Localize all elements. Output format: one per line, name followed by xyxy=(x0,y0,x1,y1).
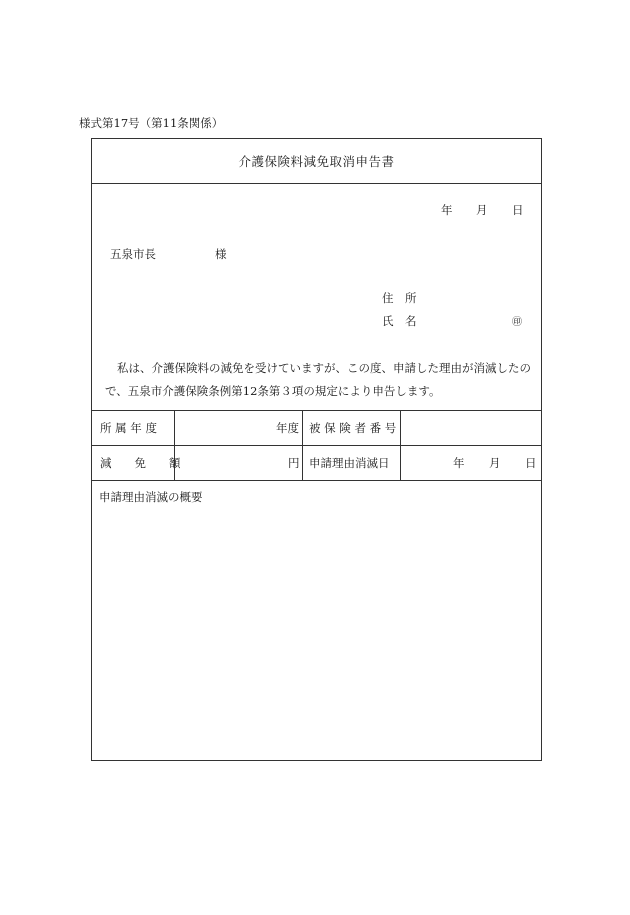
extinction-year-label: 年 xyxy=(453,456,465,470)
info-table xyxy=(92,410,541,480)
reduction-amount-label: 減 免 額 xyxy=(100,456,181,470)
extinction-day-label: 日 xyxy=(525,456,537,470)
statement-text xyxy=(105,357,535,403)
name-label: 氏 名 xyxy=(382,314,417,328)
table-col-divider xyxy=(302,411,303,480)
application-form xyxy=(91,138,542,761)
date-month-label: 月 xyxy=(476,203,488,217)
addressee-name: 五泉市長 xyxy=(110,247,156,261)
date-day-label: 日 xyxy=(512,203,524,217)
addressee-honorific: 様 xyxy=(215,247,227,261)
seal-mark: ㊞ xyxy=(512,317,522,328)
extinction-month-label: 月 xyxy=(489,456,501,470)
form-title: 介護保険料減免取消申告書 xyxy=(92,139,541,184)
table-bottom-line xyxy=(92,480,541,481)
summary-label: 申請理由消滅の概要 xyxy=(99,490,203,504)
insured-number-label: 被 保 険 者 番 号 xyxy=(309,421,397,435)
date-year-label: 年 xyxy=(441,203,453,217)
form-number-label: 様式第17号（第11条関係） xyxy=(79,116,224,130)
address-label: 住 所 xyxy=(382,291,417,305)
extinction-date-label: 申請理由消滅日 xyxy=(309,456,390,470)
reduction-amount-unit: 円 xyxy=(288,456,300,470)
insured-number-field[interactable] xyxy=(401,411,540,445)
fiscal-year-unit: 年度 xyxy=(276,421,299,435)
statement-line-1: 私は、介護保険料の減免を受けていますが、この度、申請した理由が消滅したの xyxy=(117,361,531,375)
fiscal-year-label: 所 属 年 度 xyxy=(100,421,157,435)
statement-line-2: で、五泉市介護保険条例第12条第３項の規定により申告します。 xyxy=(105,384,441,398)
